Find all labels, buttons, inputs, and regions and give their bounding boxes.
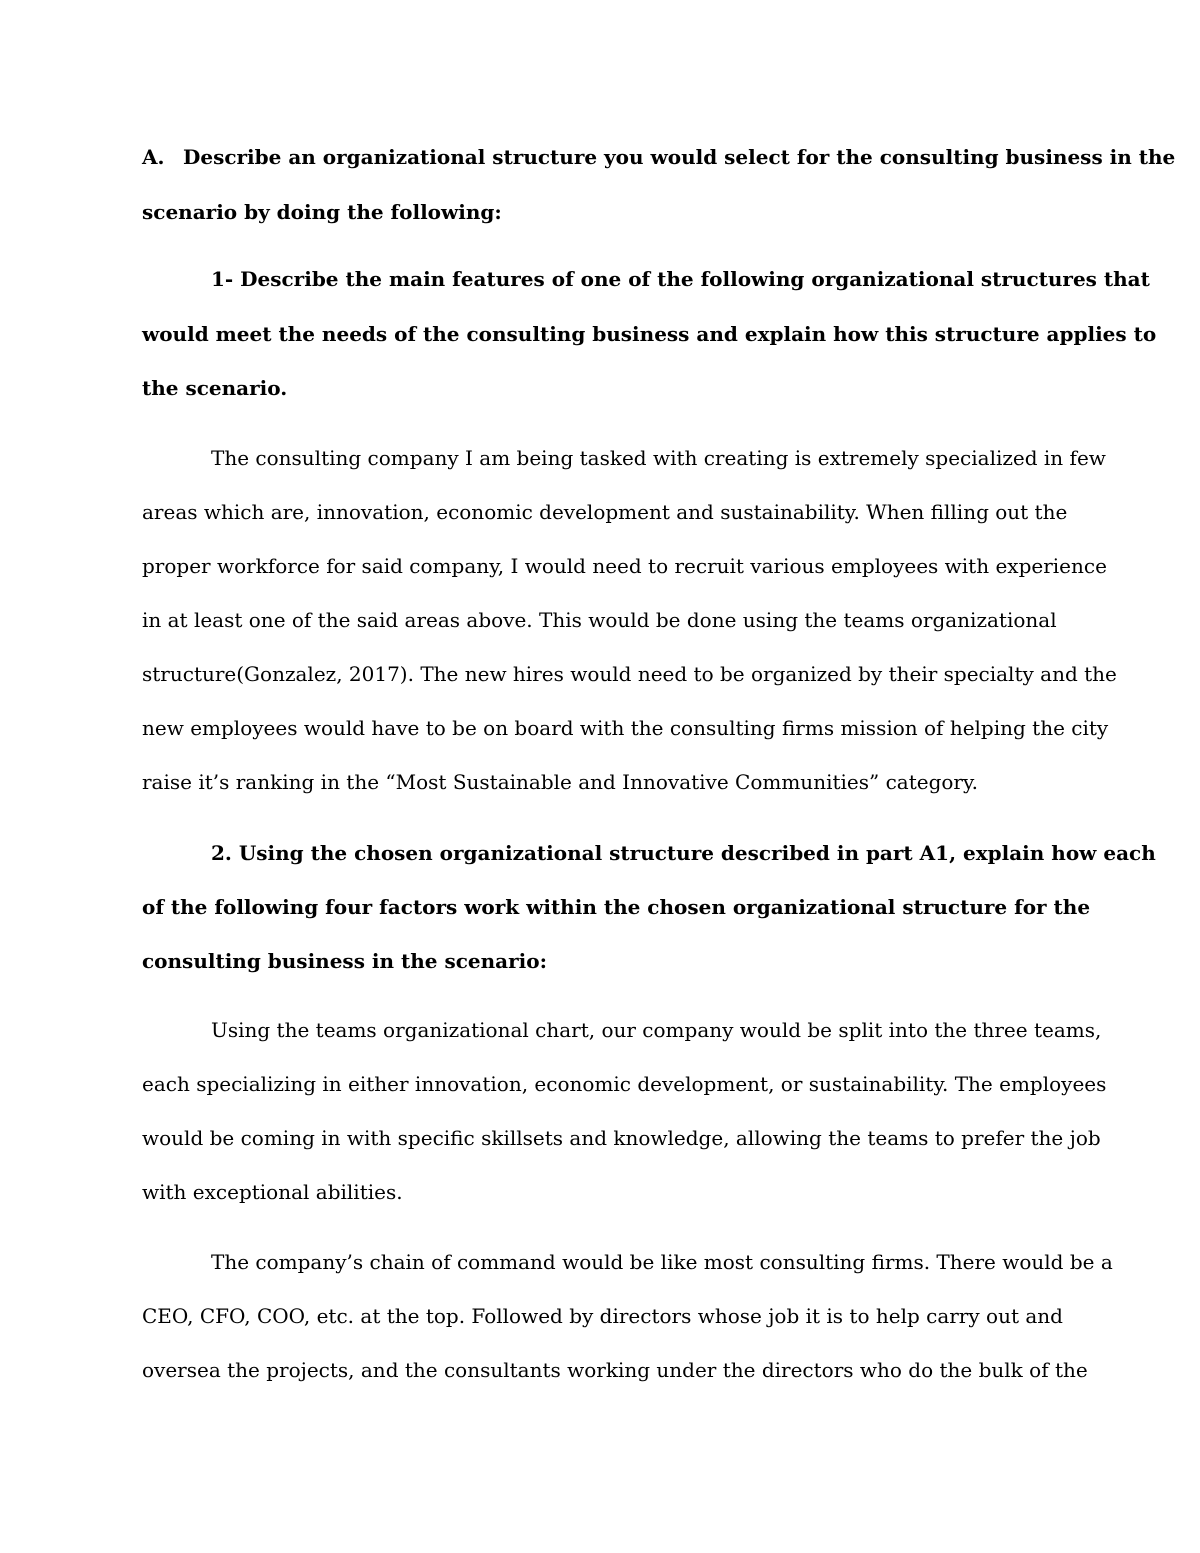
section-a-label: A. <box>142 145 165 169</box>
item-2-paragraph-1-line: each specializing in either innovation, economic development, or sustainability. The employees <box>142 1072 1107 1096</box>
item-1-paragraph-line: The consulting company I am being tasked with creating is extremely specialized in few <box>211 446 1106 470</box>
item-2-heading-line-2: of the following four factors work within the chosen organizational structure for the <box>142 895 1091 919</box>
item-2-paragraph-2-line: oversea the projects, and the consultants working under the directors who do the bulk of the <box>142 1358 1088 1382</box>
item-2-heading-line-1: 2. Using the chosen organizational structure described in part A1, explain how each <box>211 841 1156 865</box>
item-1-heading-line-2: would meet the needs of the consulting business and explain how this structure applies to <box>142 322 1157 346</box>
item-1-paragraph-line: new employees would have to be on board with the consulting firms mission of helping the city <box>142 716 1109 740</box>
item-2-paragraph-1-line: Using the teams organizational chart, our company would be split into the three teams, <box>211 1018 1102 1042</box>
item-1-paragraph-line: structure(Gonzalez, 2017). The new hires would need to be organized by their specialty and the <box>142 662 1117 686</box>
item-2-paragraph-2-line: The company’s chain of command would be like most consulting firms. There would be a <box>211 1250 1113 1274</box>
item-1-heading-line-1: 1- Describe the main features of one of the following organizational structures that <box>211 267 1150 291</box>
item-1-heading-line-3: the scenario. <box>142 376 288 400</box>
item-2-paragraph-1-line: would be coming in with specific skillsets and knowledge, allowing the teams to prefer the job <box>142 1126 1101 1150</box>
item-1-paragraph-line: in at least one of the said areas above. This would be done using the teams organizational <box>142 608 1057 632</box>
section-a-heading-line-1: Describe an organizational structure you would select for the consulting business in the <box>183 145 1176 169</box>
item-1-paragraph-line: areas which are, innovation, economic development and sustainability. When filling out the <box>142 500 1068 524</box>
item-1-paragraph-line: raise it’s ranking in the “Most Sustainable and Innovative Communities” category. <box>142 770 978 794</box>
item-1-paragraph-line: proper workforce for said company, I would need to recruit various employees with experience <box>142 554 1107 578</box>
item-2-heading-line-3: consulting business in the scenario: <box>142 949 547 973</box>
item-2-paragraph-2-line: CEO, CFO, COO, etc. at the top. Followed by directors whose job it is to help carry out and <box>142 1304 1063 1328</box>
section-a-heading-line-2: scenario by doing the following: <box>142 200 502 224</box>
item-2-paragraph-1-line: with exceptional abilities. <box>142 1180 403 1204</box>
